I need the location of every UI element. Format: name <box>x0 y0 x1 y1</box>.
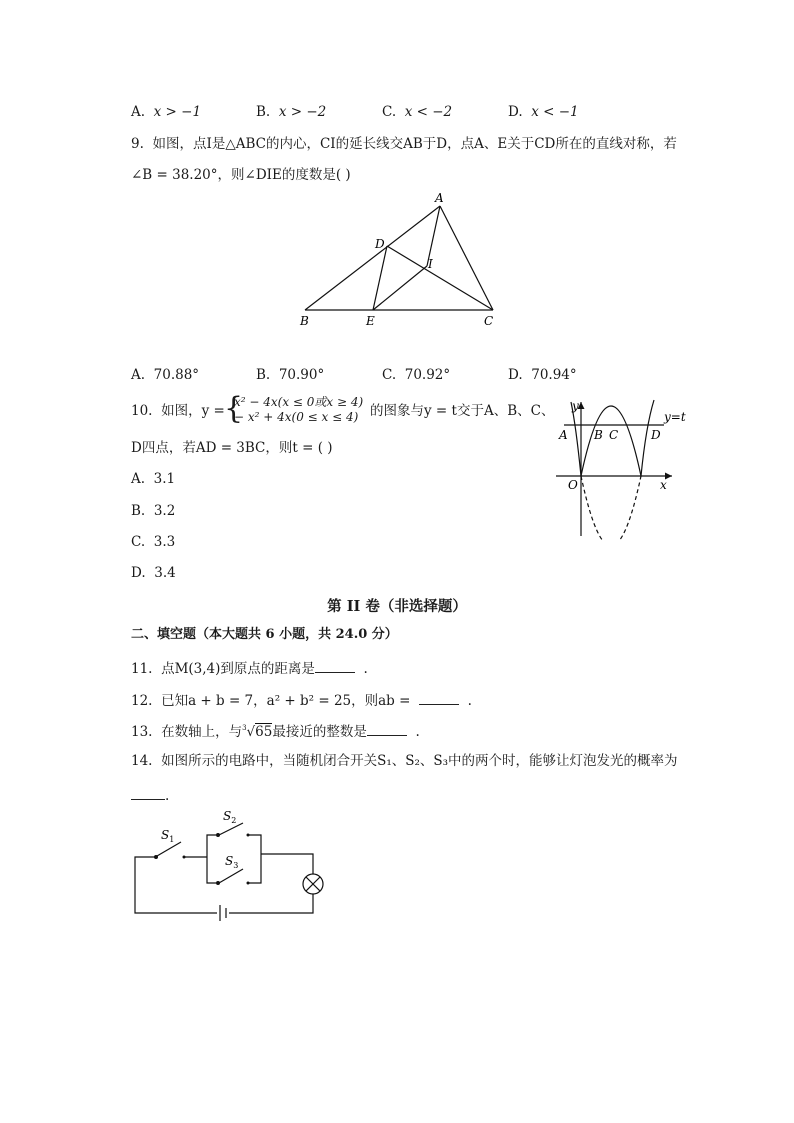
q9-triangle-figure <box>290 190 510 330</box>
label-s3: $S_3$ <box>225 854 239 870</box>
q10-option-d: D. 3.4 <box>131 565 176 581</box>
q10-option-a: A. 3.1 <box>131 471 176 487</box>
label-y: y <box>572 399 579 413</box>
section-title: 第 II 卷（非选择题） <box>327 598 467 615</box>
q13-stem: 13. 在数轴上，与$^3$√65最接近的整数是 . <box>131 721 420 743</box>
q10-option-c: C. 3.3 <box>131 534 176 550</box>
q11-answer-blank[interactable] <box>315 658 355 673</box>
q9-stem-line2: ∠B = 38.20°，则∠DIE的度数是( ) <box>131 167 351 183</box>
wire-right <box>261 854 313 874</box>
label-line: y=t <box>664 410 686 424</box>
q10-stem-line2: D四点，若AD = 3BC，则t = ( ) <box>131 440 333 456</box>
q10-suffix: 的图象与y = t交于A、B、C、 <box>370 403 555 419</box>
q14-stem: 14. 如图所示的电路中，当随机闭合开关S₁、S₂、S₃中的两个时，能够让灯泡发光的概率为 <box>131 753 678 769</box>
wire-left <box>135 857 217 913</box>
q8-option-b: B. x > −2 <box>256 104 327 120</box>
switch-s3-contact-left <box>216 881 220 885</box>
label-e: E <box>366 314 375 328</box>
q10-piece1: x² − 4x(x ≤ 0或x ≥ 4) <box>234 395 364 409</box>
switch-s1-contact-left <box>154 855 158 859</box>
q13-answer-blank[interactable] <box>367 721 407 736</box>
label-s2: $S_2$ <box>223 809 237 825</box>
label-s1: $S_1$ <box>161 828 175 844</box>
q10-piece2: − x² + 4x(0 ≤ x ≤ 4) <box>234 410 359 424</box>
q12-stem: 12. 已知a + b = 7，a² + b² = 25，则ab = . <box>131 690 472 710</box>
q10-graph-figure <box>552 396 702 541</box>
wire-bottom-right <box>229 894 313 913</box>
q12-answer-blank[interactable] <box>419 690 459 705</box>
q10-option-b: B. 3.2 <box>131 503 176 519</box>
cube-root-symbol: $^3$√65 <box>242 724 273 740</box>
segment-ab <box>305 206 440 310</box>
curve-left <box>571 402 581 476</box>
switch-s2-contact-right <box>247 834 250 837</box>
q9-option-b: B. 70.90° <box>256 367 325 383</box>
q14-answer-blank[interactable] <box>131 785 165 800</box>
switch-s2-contact-left <box>216 833 220 837</box>
label-o: O <box>568 478 578 492</box>
part-title: 二、填空题（本大题共 6 小题，共 24.0 分） <box>131 627 398 642</box>
label-c: C <box>609 428 619 442</box>
label-x: x <box>660 478 667 492</box>
switch-s3-blade <box>219 869 243 883</box>
q9-stem-line1: 9. 如图，点I是△ABC的内心，CI的延长线交AB于D，点A、E关于CD所在的直线对称，若 <box>131 136 677 152</box>
q8-option-a: A. x > −1 <box>131 104 202 120</box>
label-b: B <box>300 314 309 328</box>
q10-number-prefix: 10. 如图，y = <box>131 403 225 419</box>
q9-number: 9. <box>131 136 144 152</box>
q8-option-d: D. x < −1 <box>508 104 579 120</box>
q8-option-c: C. x < −2 <box>382 104 453 120</box>
label-c: C <box>484 314 494 328</box>
parallel-left <box>207 835 216 883</box>
label-b: B <box>594 428 603 442</box>
q14-circuit-figure <box>125 805 345 927</box>
q14-answer-line: . <box>131 785 169 805</box>
switch-s1-blade <box>157 842 181 856</box>
q9-option-d: D. 70.94° <box>508 367 577 383</box>
label-a: A <box>435 191 444 205</box>
label-d: D <box>651 428 661 442</box>
label-i: I <box>428 257 433 271</box>
q11-stem: 11. 点M(3,4)到原点的距离是 . <box>131 658 368 678</box>
switch-s3-contact-right <box>247 882 250 885</box>
parallel-right <box>249 835 261 883</box>
q9-option-a: A. 70.88° <box>131 367 200 383</box>
label-a: A <box>559 428 568 442</box>
label-d: D <box>375 237 385 251</box>
q10-brace: { <box>224 391 244 426</box>
curve-dashed <box>581 476 641 541</box>
q9-option-c: C. 70.92° <box>382 367 451 383</box>
switch-s1-contact-right <box>183 856 186 859</box>
